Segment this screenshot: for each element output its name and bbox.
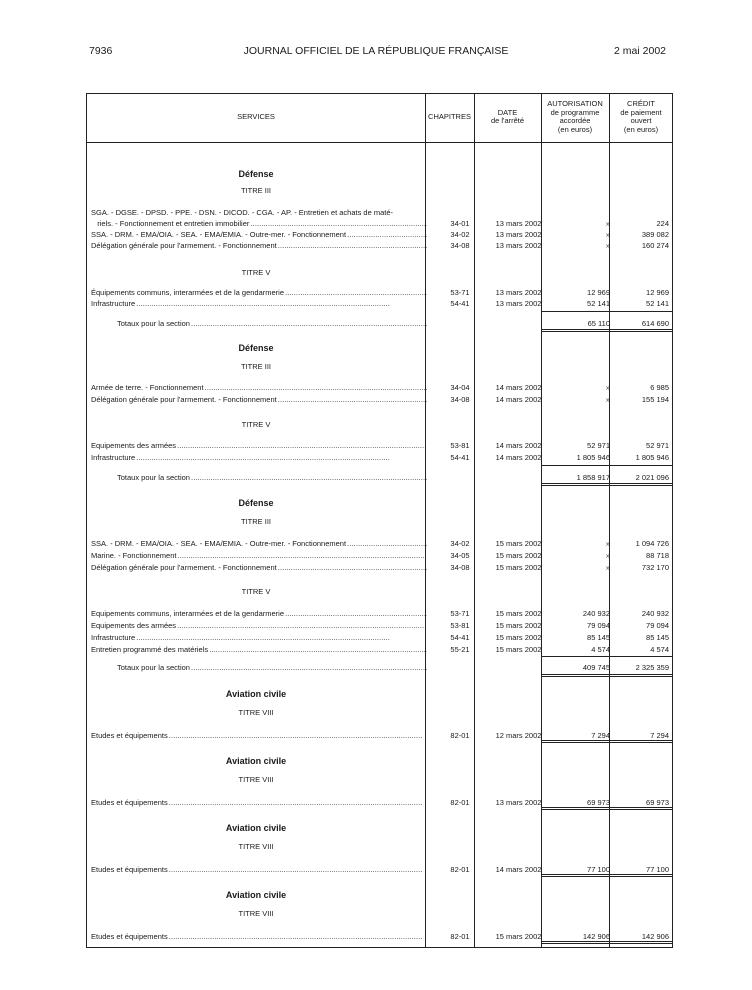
autorisation-cell: » — [605, 383, 610, 392]
date-cell: 14 mars 2002 — [495, 865, 542, 874]
section-end-rule — [541, 485, 673, 486]
totals-credit: 2 325 359 — [635, 663, 669, 672]
date-cell: 13 mars 2002 — [495, 288, 542, 297]
date-cell: 15 mars 2002 — [495, 551, 542, 560]
date-cell: 14 mars 2002 — [495, 441, 542, 450]
titre-heading: TITRE III — [241, 362, 271, 371]
totals-row — [91, 662, 671, 673]
credit-cell: 12 969 — [646, 288, 669, 297]
col-header-autorisation: AUTORISATION de programme accordée (en euros) — [547, 99, 603, 134]
credit-cell: 155 194 — [641, 395, 669, 404]
autorisation-cell: 142 906 — [582, 932, 610, 941]
autorisation-cell: 85 145 — [587, 633, 610, 642]
titre-heading: TITRE III — [241, 517, 271, 526]
autorisation-cell: » — [605, 230, 610, 239]
ministry-heading: Défense — [238, 498, 274, 508]
credit-cell: 52 141 — [646, 299, 669, 308]
autorisation-cell: » — [605, 563, 610, 572]
section-end-rule — [541, 876, 673, 877]
table-row — [91, 240, 671, 251]
service-label: Etudes et équipements . . . — [91, 931, 427, 942]
table-row — [91, 298, 671, 309]
credit-cell: 160 274 — [641, 241, 669, 250]
date-cell: 15 mars 2002 — [495, 563, 542, 572]
ministry-heading: Aviation civile — [225, 890, 287, 900]
service-label: SGA. - DGSE. - DPSD. - PPE. - DSN. - DICOD. - CGA. - AP. - Entretien et achats de maté- — [91, 208, 394, 217]
col-header-date: DATE de l'arrêté — [490, 107, 525, 125]
table-row — [91, 608, 671, 619]
service-label: Délégation générale pour l'armement. - Fonctionnement . . . — [91, 562, 427, 573]
date-cell: 13 mars 2002 — [495, 299, 542, 308]
credit-cell: 1 805 946 — [635, 453, 669, 462]
totals-rule — [541, 656, 673, 657]
table-row — [91, 218, 671, 229]
date-cell: 12 mars 2002 — [495, 731, 542, 740]
ministry-heading: Aviation civile — [225, 756, 287, 766]
autorisation-cell: 77 100 — [587, 865, 610, 874]
col-header-chapitres: CHAPITRES — [428, 111, 471, 121]
totals-autorisation: 65 110 — [587, 319, 610, 328]
service-label: Délégation générale pour l'armement. - Fonctionnement . . . — [91, 394, 427, 405]
autorisation-cell: 79 094 — [587, 621, 610, 630]
chapitre-cell: 34-08 — [450, 395, 470, 404]
credit-cell: 7 294 — [650, 731, 669, 740]
section-end-rule — [541, 331, 673, 332]
totals-rule — [541, 311, 673, 312]
service-label: Armée de terre. - Fonctionnement . . . — [91, 382, 427, 393]
autorisation-cell: » — [605, 551, 610, 560]
table-row — [91, 287, 671, 298]
autorisation-cell: » — [605, 219, 610, 228]
autorisation-cell: 7 294 — [591, 731, 610, 740]
section-end-rule — [541, 674, 673, 675]
credit-cell: 88 718 — [646, 551, 669, 560]
section-end-rule — [541, 742, 673, 743]
chapitre-cell: 34-04 — [450, 383, 470, 392]
titre-heading: TITRE III — [241, 186, 271, 195]
titre-heading: TITRE VIII — [238, 842, 274, 851]
autorisation-cell: 69 973 — [587, 798, 610, 807]
table-row — [91, 644, 671, 655]
titre-heading: TITRE V — [241, 420, 271, 429]
section-end-rule — [541, 676, 673, 677]
chapitre-cell: 34-01 — [450, 219, 470, 228]
table-row — [91, 229, 671, 240]
ministry-heading: Défense — [238, 343, 274, 353]
section-end-rule — [541, 809, 673, 810]
service-label: Etudes et équipements . . . — [91, 730, 427, 741]
autorisation-cell: » — [605, 241, 610, 250]
credit-cell: 1 094 726 — [635, 539, 669, 548]
credit-cell: 4 574 — [650, 645, 669, 654]
date-cell: 14 mars 2002 — [495, 453, 542, 462]
date-cell: 15 mars 2002 — [495, 645, 542, 654]
totals-autorisation: 409 745 — [582, 663, 610, 672]
table-row — [91, 452, 671, 463]
service-label: SSA. - DRM. - EMA/OIA. - SEA. - EMA/EMIA. - Outre-mer. - Fonctionnement . . . — [91, 229, 427, 240]
totals-autorisation: 1 858 917 — [576, 473, 610, 482]
service-label: Infrastructure . . . — [91, 298, 427, 309]
section-end-rule — [541, 483, 673, 484]
chapitre-cell: 34-02 — [450, 539, 470, 548]
col-header-credit: CRÉDIT de paiement ouvert (en euros) — [620, 99, 662, 134]
page-number: 7936 — [89, 45, 113, 57]
chapitre-cell: 53-81 — [450, 441, 470, 450]
credit-cell: 79 094 — [646, 621, 669, 630]
date-cell: 15 mars 2002 — [495, 539, 542, 548]
date-cell: 14 mars 2002 — [495, 383, 542, 392]
ministry-heading: Défense — [238, 169, 274, 179]
autorisation-cell: 1 805 946 — [576, 453, 610, 462]
credit-cell: 85 145 — [646, 633, 669, 642]
table-row — [91, 440, 671, 451]
publication-date: 2 mai 2002 — [614, 45, 666, 57]
autorisation-cell: 52 971 — [587, 441, 610, 450]
chapitre-cell: 82-01 — [450, 932, 470, 941]
section-end-rule — [541, 329, 673, 330]
journal-title: JOURNAL OFFICIEL DE LA RÉPUBLIQUE FRANÇAISE — [243, 45, 509, 57]
section-end-rule — [541, 807, 673, 808]
ministry-heading: Aviation civile — [225, 823, 287, 833]
date-cell: 13 mars 2002 — [495, 798, 542, 807]
titre-heading: TITRE VIII — [238, 909, 274, 918]
table-row — [91, 620, 671, 631]
totals-label: Totaux pour la section . . . — [91, 318, 427, 329]
section-end-rule — [541, 740, 673, 741]
credit-cell: 52 971 — [646, 441, 669, 450]
autorisation-cell: » — [605, 539, 610, 548]
service-label: Equipements des armées . . . — [91, 620, 427, 631]
service-label: Etudes et équipements . . . — [91, 797, 427, 808]
totals-label: Totaux pour la section . . . — [91, 472, 427, 483]
chapitre-cell: 53-71 — [450, 288, 470, 297]
chapitre-cell: 82-01 — [450, 798, 470, 807]
table-row — [91, 562, 671, 573]
date-cell: 13 mars 2002 — [495, 241, 542, 250]
titre-heading: TITRE VIII — [238, 775, 274, 784]
autorisation-cell: 240 932 — [582, 609, 610, 618]
service-label: Entretien programmé des matériels . . . — [91, 644, 427, 655]
table-row — [91, 538, 671, 549]
credits-table — [86, 93, 673, 948]
service-label: Infrastructure . . . — [91, 452, 427, 463]
credit-cell: 732 170 — [641, 563, 669, 572]
chapitre-cell: 34-08 — [450, 563, 470, 572]
table-row — [91, 632, 671, 643]
autorisation-cell: 12 969 — [587, 288, 610, 297]
totals-credit: 2 021 096 — [635, 473, 669, 482]
credit-cell: 77 100 — [646, 865, 669, 874]
autorisation-cell: 52 141 — [587, 299, 610, 308]
autorisation-cell: » — [605, 395, 610, 404]
totals-rule — [541, 465, 673, 466]
titre-heading: TITRE VIII — [238, 708, 274, 717]
date-cell: 15 mars 2002 — [495, 633, 542, 642]
service-label: Equipements communs, interarmées et de la gendarmerie . . . — [91, 608, 427, 619]
chapitre-cell: 54-41 — [450, 633, 470, 642]
chapitre-cell: 34-08 — [450, 241, 470, 250]
section-end-rule — [541, 874, 673, 875]
titre-heading: TITRE V — [241, 268, 271, 277]
chapitre-cell: 82-01 — [450, 731, 470, 740]
table-row — [91, 394, 671, 405]
chapitre-cell: 54-41 — [450, 453, 470, 462]
totals-row — [91, 318, 671, 329]
titre-heading: TITRE V — [241, 587, 271, 596]
service-label: Délégation générale pour l'armement. - Fonctionnement . . . — [91, 240, 427, 251]
service-label: riels. - Fonctionnement et entretien immobilier . . . — [91, 218, 427, 229]
date-cell: 14 mars 2002 — [495, 395, 542, 404]
chapitre-cell: 54-41 — [450, 299, 470, 308]
service-label: Equipements des armées . . . — [91, 440, 427, 451]
table-row — [91, 550, 671, 561]
totals-credit: 614 690 — [641, 319, 669, 328]
chapitre-cell: 34-05 — [450, 551, 470, 560]
chapitre-cell: 53-71 — [450, 609, 470, 618]
date-cell: 13 mars 2002 — [495, 219, 542, 228]
chapitre-cell: 55-21 — [450, 645, 470, 654]
credit-cell: 240 932 — [641, 609, 669, 618]
chapitre-cell: 34-02 — [450, 230, 470, 239]
service-label: Infrastructure . . . — [91, 632, 427, 643]
credit-cell: 142 906 — [641, 932, 669, 941]
section-end-rule — [541, 943, 673, 944]
date-cell: 15 mars 2002 — [495, 621, 542, 630]
service-label: SSA. - DRM. - EMA/OIA. - SEA. - EMA/EMIA. - Outre-mer. - Fonctionnement . . . — [91, 538, 427, 549]
date-cell: 13 mars 2002 — [495, 230, 542, 239]
date-cell: 15 mars 2002 — [495, 609, 542, 618]
service-label: Équipements communs, interarmées et de la gendarmerie . . . — [91, 287, 427, 298]
header-rule — [87, 142, 672, 143]
service-label: Marine. - Fonctionnement . . . — [91, 550, 427, 561]
date-cell: 15 mars 2002 — [495, 932, 542, 941]
credit-cell: 224 — [656, 219, 669, 228]
chapitre-cell: 82-01 — [450, 865, 470, 874]
table-row — [91, 382, 671, 393]
credit-cell: 389 082 — [641, 230, 669, 239]
totals-row — [91, 472, 671, 483]
ministry-heading: Aviation civile — [225, 689, 287, 699]
table-row — [91, 207, 671, 218]
col-header-services: SERVICES — [237, 111, 275, 121]
chapitre-cell: 53-81 — [450, 621, 470, 630]
totals-label: Totaux pour la section . . . — [91, 662, 427, 673]
autorisation-cell: 4 574 — [591, 645, 610, 654]
credit-cell: 6 985 — [650, 383, 669, 392]
section-end-rule — [541, 941, 673, 942]
credit-cell: 69 973 — [646, 798, 669, 807]
service-label: Etudes et équipements . . . — [91, 864, 427, 875]
